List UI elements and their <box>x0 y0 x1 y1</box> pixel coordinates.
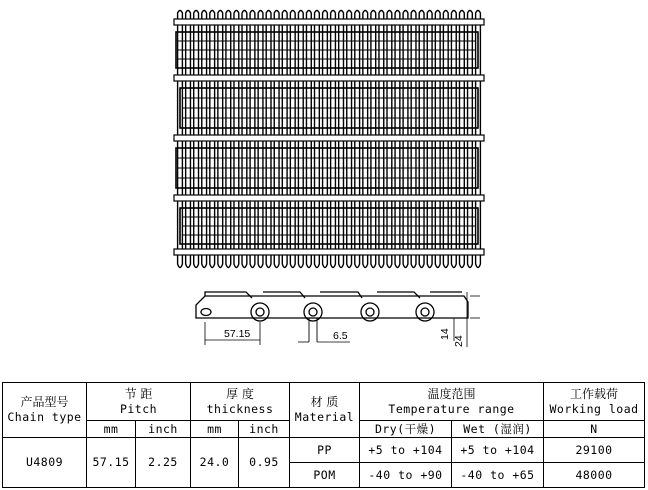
spec-table <box>2 382 645 488</box>
header-material-en: Material <box>294 410 355 424</box>
header-temperature <box>360 383 544 421</box>
header-chain-type-cn: 产品型号 <box>20 395 69 409</box>
hinge-rod <box>174 19 484 25</box>
header-chain-type <box>3 383 87 438</box>
hinge-rod <box>174 75 484 81</box>
header-thickness-cn: 厚 度 <box>226 386 254 401</box>
header-material-cn: 材 质 <box>310 395 339 409</box>
header-wet: Wet (湿润) <box>452 421 544 438</box>
dimension-thickness-14: 14 <box>439 328 451 340</box>
header-pitch <box>87 383 191 421</box>
header-working-load-en: Working load <box>549 401 639 416</box>
dimension-rod: 6.5 <box>333 330 348 342</box>
header-working-load <box>544 383 645 421</box>
cell-thickness-inch: 0.95 <box>239 438 290 488</box>
cell-working-load: 48000 <box>544 463 645 488</box>
unit-pitch-mm: mm <box>87 421 136 438</box>
belt-top-view <box>174 11 484 268</box>
dimension-pitch: 57.15 <box>224 328 251 340</box>
header-working-load-cn: 工作载荷 <box>570 386 619 401</box>
hinge-rod <box>174 135 484 141</box>
cell-thickness-mm: 24.0 <box>191 438 239 488</box>
header-dry: Dry(干燥) <box>360 421 452 438</box>
header-material <box>290 383 360 438</box>
cell-pitch-mm: 57.15 <box>87 438 136 488</box>
cell-dry-range: +5 to +104 <box>360 438 452 463</box>
header-thickness <box>191 383 290 421</box>
unit-thickness-inch: inch <box>239 421 290 438</box>
cell-working-load: 29100 <box>544 438 645 463</box>
cell-wet-range: +5 to +104 <box>452 438 544 463</box>
cell-dry-range: -40 to +90 <box>360 463 452 488</box>
cell-material: PP <box>290 438 360 463</box>
unit-load-n: N <box>544 421 645 438</box>
cell-model: U4809 <box>3 438 87 488</box>
unit-pitch-inch: inch <box>136 421 191 438</box>
header-pitch-cn: 节 距 <box>124 386 153 401</box>
dimension-thickness-24: 24 <box>453 335 465 347</box>
unit-thickness-mm: mm <box>191 421 239 438</box>
cell-material: POM <box>290 463 360 488</box>
header-temperature-en: Temperature range <box>388 401 515 416</box>
hinge-rod <box>174 195 484 201</box>
hinge-rod <box>174 249 484 255</box>
header-temperature-cn: 温度范围 <box>427 386 476 401</box>
cell-pitch-inch: 2.25 <box>136 438 191 488</box>
header-thickness-en: thickness <box>206 401 274 416</box>
header-chain-type-en: Chain type <box>7 410 82 424</box>
header-pitch-en: Pitch <box>119 401 158 416</box>
cell-wet-range: -40 to +65 <box>452 463 544 488</box>
